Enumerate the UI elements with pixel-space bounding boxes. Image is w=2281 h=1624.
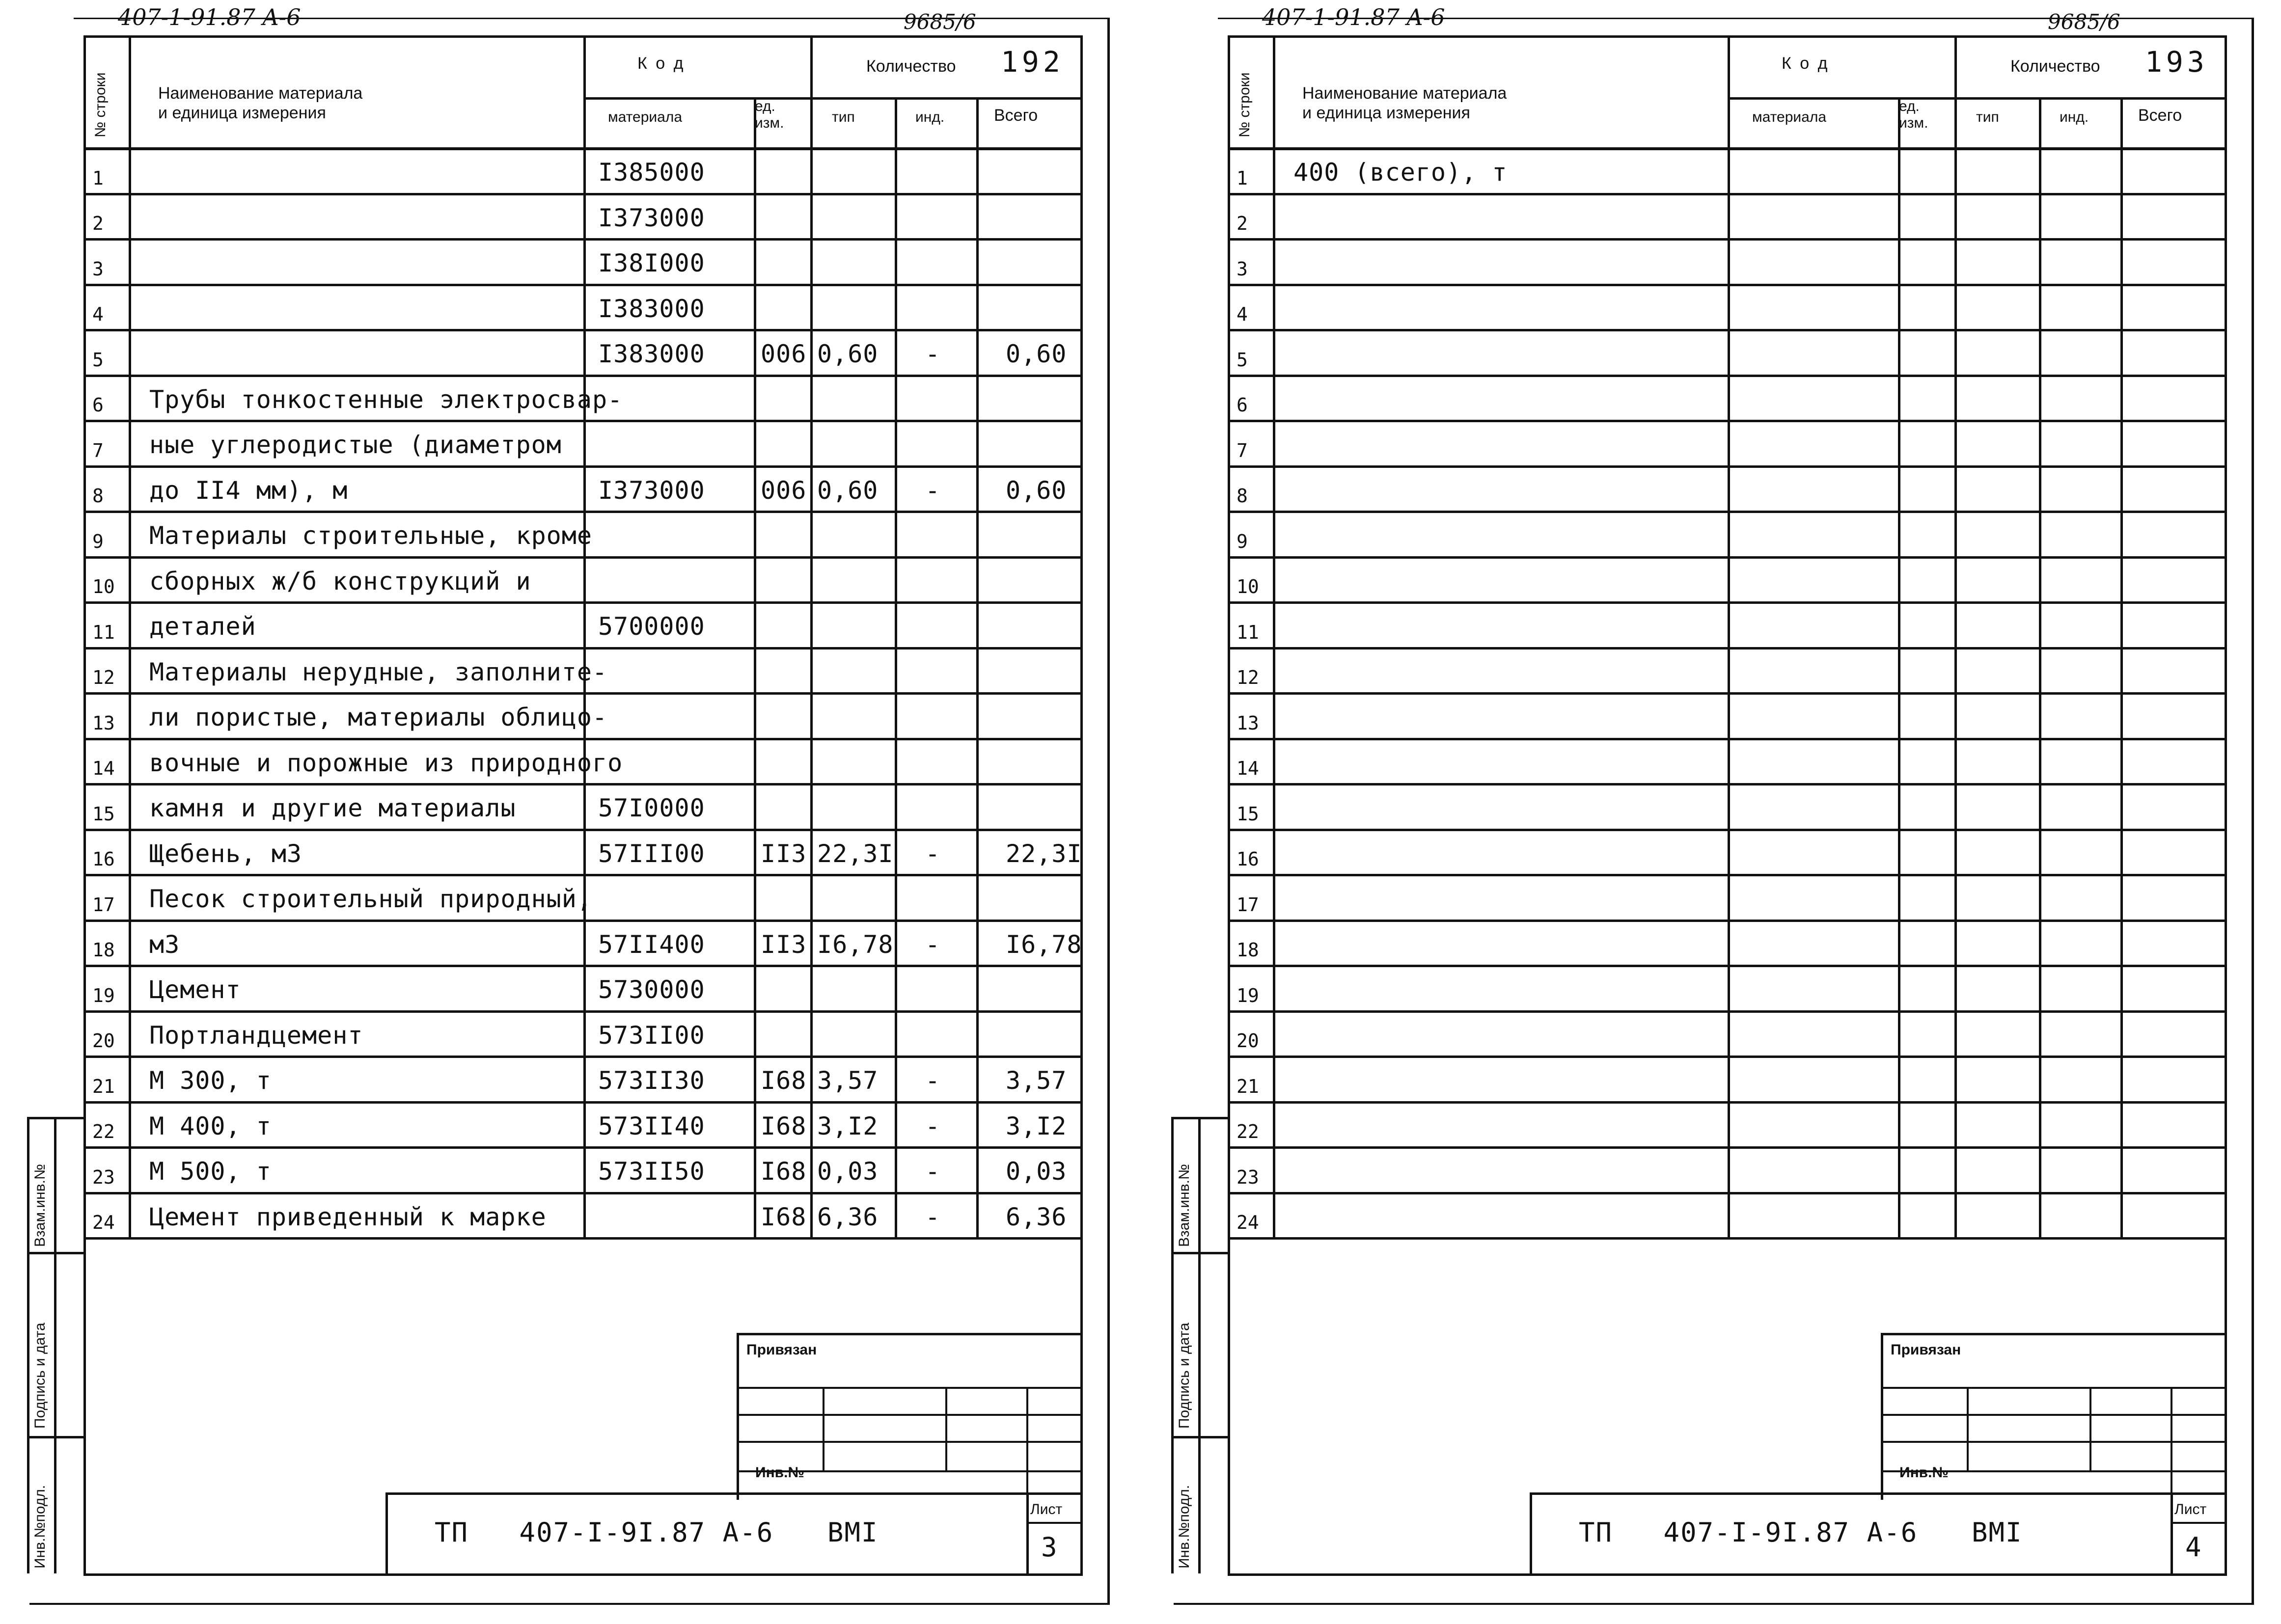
row-material-name: М 300, т bbox=[149, 1066, 272, 1095]
row-material-name: камня и другие материалы bbox=[149, 794, 516, 822]
table-row-rule bbox=[1228, 329, 2225, 331]
row-material-name: Щебень, м3 bbox=[149, 839, 302, 868]
stamp-rule bbox=[1881, 1414, 2225, 1416]
sheet-label: Лист bbox=[2174, 1501, 2207, 1517]
row-material-name: Трубы тонкостенные электросвар- bbox=[149, 385, 623, 414]
row-number: 22 bbox=[92, 1121, 115, 1142]
sheet-box-rule bbox=[1026, 1522, 1080, 1524]
row-material-code: 573II40 bbox=[598, 1112, 705, 1140]
row-number: 24 bbox=[92, 1212, 115, 1233]
table-row-rule bbox=[1228, 511, 2225, 513]
row-number: 3 bbox=[1237, 258, 1248, 280]
header-ind-label: инд. bbox=[2060, 109, 2089, 125]
table-row-rule bbox=[83, 1146, 1080, 1149]
col-divider-unit bbox=[754, 97, 756, 1237]
row-number: 23 bbox=[92, 1166, 115, 1188]
stamp-rule bbox=[1881, 1441, 2225, 1443]
row-ind-quantity: - bbox=[925, 1203, 941, 1231]
row-number: 15 bbox=[92, 803, 115, 825]
row-number: 21 bbox=[92, 1076, 115, 1097]
document-code-handwritten: 407-1-91.87 A-6 bbox=[118, 4, 301, 30]
row-unit-code: I68 bbox=[761, 1112, 807, 1140]
row-number: 12 bbox=[92, 667, 115, 688]
row-number: 6 bbox=[92, 394, 104, 416]
frame-bottom bbox=[1228, 1573, 2227, 1576]
row-number: 14 bbox=[1237, 758, 1259, 779]
row-number: 17 bbox=[92, 894, 115, 916]
row-unit-code: 006 bbox=[761, 340, 807, 368]
table-row-rule bbox=[1228, 238, 2225, 241]
row-total-quantity: I6,78 bbox=[1006, 930, 1082, 959]
header-type-label: тип bbox=[832, 109, 855, 125]
row-number: 9 bbox=[1237, 531, 1248, 552]
table-row-rule bbox=[83, 1101, 1080, 1104]
sheet-edge-right bbox=[1107, 18, 1110, 1603]
row-number: 18 bbox=[1237, 939, 1259, 961]
row-material-name: деталей bbox=[149, 612, 256, 641]
row-material-code: 5730000 bbox=[598, 975, 705, 1004]
left-sheet bbox=[0, 0, 1129, 1624]
stamp-left bbox=[1881, 1333, 1883, 1500]
header-material-code-label: материала bbox=[1752, 109, 1827, 125]
table-row-rule bbox=[1228, 920, 2225, 922]
table-row-rule bbox=[83, 284, 1080, 286]
table-row-rule bbox=[1228, 647, 2225, 650]
row-material-code: I38I000 bbox=[598, 249, 705, 277]
page-number: 192 bbox=[1001, 45, 1064, 79]
row-material-code: 5700000 bbox=[598, 612, 705, 641]
stamp-col bbox=[945, 1387, 947, 1470]
header-code-label: К о д bbox=[637, 54, 686, 73]
row-number: 2 bbox=[1237, 213, 1248, 234]
row-material-code: I385000 bbox=[598, 158, 705, 187]
row-unit-code: I68 bbox=[761, 1203, 807, 1231]
table-row-rule bbox=[83, 738, 1080, 740]
table-row-rule bbox=[1228, 1237, 2225, 1240]
table-row-rule bbox=[83, 238, 1080, 241]
sheet-label: Лист bbox=[1030, 1501, 1063, 1517]
archive-number-handwritten: 9685/6 bbox=[904, 10, 976, 34]
title-block-left bbox=[385, 1492, 388, 1573]
row-number: 7 bbox=[92, 440, 104, 461]
side-original-inventory-label: Инв.№подл. bbox=[32, 1485, 48, 1569]
side-strip-divider bbox=[1171, 1436, 1228, 1438]
sheet-number: 3 bbox=[1041, 1532, 1058, 1563]
row-number: 22 bbox=[1237, 1121, 1259, 1142]
table-row-rule bbox=[1228, 783, 2225, 785]
table-row-rule bbox=[83, 329, 1080, 331]
table-row-rule bbox=[1228, 556, 2225, 559]
table-row-rule bbox=[1228, 375, 2225, 377]
table-row-rule bbox=[1228, 1192, 2225, 1194]
row-number: 12 bbox=[1237, 667, 1259, 688]
row-number: 2 bbox=[92, 213, 104, 234]
row-number: 10 bbox=[92, 576, 115, 597]
row-number: 13 bbox=[1237, 712, 1259, 734]
row-unit-code: 006 bbox=[761, 476, 807, 505]
side-strip-left bbox=[27, 1117, 29, 1573]
side-strip-divider bbox=[1171, 1252, 1228, 1254]
row-material-name: Цемент bbox=[149, 975, 241, 1004]
row-material-name: вочные и порожные из природного bbox=[149, 749, 623, 777]
stamp-col bbox=[823, 1387, 824, 1470]
row-type-quantity: 0,60 bbox=[817, 340, 879, 368]
row-material-code: I373000 bbox=[598, 204, 705, 232]
header-material-code-label: материала bbox=[608, 109, 683, 125]
document-designation: ТП 407-I-9I.87 А-6 bbox=[1579, 1517, 1918, 1548]
table-row-rule bbox=[1228, 965, 2225, 967]
header-row-number-label: № строки bbox=[92, 72, 109, 137]
header-ind-label: инд. bbox=[915, 109, 945, 125]
col-divider-ind bbox=[895, 97, 897, 1237]
row-total-quantity: 0,03 bbox=[1006, 1157, 1067, 1186]
col-divider-total bbox=[976, 97, 979, 1237]
header-mid-rule bbox=[1728, 97, 2225, 100]
row-type-quantity: 3,I2 bbox=[817, 1112, 879, 1140]
header-type-label: тип bbox=[1976, 109, 1999, 125]
table-row-rule bbox=[83, 920, 1080, 922]
row-type-quantity: 22,3I bbox=[817, 839, 894, 868]
document-designation: ТП 407-I-9I.87 А-6 bbox=[435, 1517, 774, 1548]
col-divider-ind bbox=[2039, 97, 2041, 1237]
table-row-rule bbox=[83, 783, 1080, 785]
row-material-name: сборных ж/б конструкций и bbox=[149, 567, 531, 595]
row-number: 10 bbox=[1237, 576, 1259, 597]
row-number: 14 bbox=[92, 758, 115, 779]
row-number: 18 bbox=[92, 939, 115, 961]
row-number: 24 bbox=[1237, 1212, 1259, 1233]
row-number: 11 bbox=[92, 622, 115, 643]
row-material-code: I383000 bbox=[598, 295, 705, 323]
row-material-code: 57I0000 bbox=[598, 794, 705, 822]
table-row-rule bbox=[83, 1010, 1080, 1013]
table-row-rule bbox=[83, 647, 1080, 650]
row-material-name: ли пористые, материалы облицо- bbox=[149, 703, 608, 731]
stamp-col bbox=[1026, 1387, 1028, 1500]
table-row-rule bbox=[1228, 874, 2225, 876]
table-row-rule bbox=[1228, 601, 2225, 604]
row-unit-code: I68 bbox=[761, 1157, 807, 1186]
stamp-col bbox=[2171, 1387, 2172, 1500]
side-strip-mid bbox=[1198, 1117, 1201, 1573]
table-row-rule bbox=[83, 1056, 1080, 1058]
frame-right bbox=[1080, 35, 1083, 1573]
table-row-rule bbox=[1228, 1146, 2225, 1149]
row-material-name: Цемент приведенный к марке bbox=[149, 1203, 547, 1231]
row-number: 17 bbox=[1237, 894, 1259, 916]
table-row-rule bbox=[1228, 193, 2225, 195]
side-strip-divider bbox=[27, 1252, 83, 1254]
col-divider-unit bbox=[1898, 97, 1900, 1237]
table-row-rule bbox=[83, 511, 1080, 513]
row-total-quantity: 0,60 bbox=[1006, 476, 1067, 505]
stamp-inventory-label: Инв.№ bbox=[1899, 1464, 1949, 1481]
col-divider-total bbox=[2120, 97, 2123, 1237]
row-material-code: 573II30 bbox=[598, 1066, 705, 1095]
row-unit-code: I68 bbox=[761, 1066, 807, 1095]
table-row-rule bbox=[83, 1192, 1080, 1194]
table-row-rule bbox=[83, 874, 1080, 876]
header-quantity-label: Количество bbox=[2010, 57, 2100, 76]
table-row-rule bbox=[1228, 1010, 2225, 1013]
side-replacement-inventory-label: Взам.инв.№ bbox=[1176, 1164, 1192, 1247]
row-type-quantity: 0,03 bbox=[817, 1157, 879, 1186]
table-row-rule bbox=[1228, 738, 2225, 740]
row-material-code: 573II50 bbox=[598, 1157, 705, 1186]
table-row-rule bbox=[83, 420, 1080, 422]
row-ind-quantity: - bbox=[925, 340, 941, 368]
header-name-label: Наименование материала и единица измерения bbox=[158, 84, 363, 122]
row-number: 23 bbox=[1237, 1166, 1259, 1188]
table-row-rule bbox=[1228, 1056, 2225, 1058]
row-unit-code: II3 bbox=[761, 930, 807, 959]
row-material-name: М 400, т bbox=[149, 1112, 272, 1140]
row-number: 5 bbox=[1237, 349, 1248, 371]
table-row-rule bbox=[83, 829, 1080, 831]
side-strip-left bbox=[1171, 1117, 1174, 1573]
header-mid-rule bbox=[583, 97, 1080, 100]
header-bottom-rule bbox=[83, 147, 1080, 150]
row-material-code: I373000 bbox=[598, 476, 705, 505]
table-row-rule bbox=[83, 465, 1080, 468]
document-code-handwritten: 407-1-91.87 A-6 bbox=[1262, 4, 1445, 30]
row-number: 8 bbox=[92, 485, 104, 507]
row-number: 9 bbox=[92, 531, 104, 552]
table-row-rule bbox=[1228, 829, 2225, 831]
row-number: 3 bbox=[92, 258, 104, 280]
row-material-code: I383000 bbox=[598, 340, 705, 368]
row-number: 13 bbox=[92, 712, 115, 734]
row-type-quantity: 3,57 bbox=[817, 1066, 879, 1095]
side-strip-top bbox=[1171, 1117, 1228, 1119]
table-row-rule bbox=[83, 375, 1080, 377]
row-number: 7 bbox=[1237, 440, 1248, 461]
row-ind-quantity: - bbox=[925, 930, 941, 959]
header-total-label: Всего bbox=[2138, 106, 2182, 125]
sheet-edge-bottom bbox=[29, 1603, 1110, 1605]
header-row-number-label: № строки bbox=[1237, 72, 1253, 137]
row-number: 15 bbox=[1237, 803, 1259, 825]
table-row-rule bbox=[83, 556, 1080, 559]
row-number: 4 bbox=[92, 303, 104, 325]
stamp-rule bbox=[737, 1414, 1080, 1416]
row-type-quantity: 6,36 bbox=[817, 1203, 879, 1231]
side-original-inventory-label: Инв.№подл. bbox=[1176, 1485, 1192, 1569]
table-row-rule bbox=[1228, 465, 2225, 468]
page-number: 193 bbox=[2145, 45, 2208, 79]
archive-number-handwritten: 9685/6 bbox=[2048, 10, 2120, 34]
row-number: 4 bbox=[1237, 303, 1248, 325]
sheet-box-rule bbox=[2171, 1522, 2225, 1524]
row-material-name: до II4 мм), м bbox=[149, 476, 348, 505]
row-material-name: м3 bbox=[149, 930, 180, 959]
frame-top bbox=[83, 35, 1080, 38]
stamp-left bbox=[737, 1333, 739, 1500]
table-row-rule bbox=[83, 692, 1080, 695]
frame-right bbox=[2225, 35, 2227, 1573]
row-ind-quantity: - bbox=[925, 1157, 941, 1186]
stamp-rule bbox=[737, 1441, 1080, 1443]
right-sheet bbox=[1144, 0, 2274, 1624]
side-signature-date-label: Подпись и дата bbox=[1176, 1323, 1192, 1429]
side-strip-top bbox=[27, 1117, 83, 1119]
row-material-name: М 500, т bbox=[149, 1157, 272, 1186]
frame-top bbox=[1228, 35, 2225, 38]
header-total-label: Всего bbox=[994, 106, 1038, 125]
row-material-name: ные углеродистые (диаметром bbox=[149, 431, 562, 459]
row-material-name: Материалы нерудные, заполните- bbox=[149, 658, 608, 686]
row-number: 11 bbox=[1237, 622, 1259, 643]
header-name-label: Наименование материала и единица измерения bbox=[1302, 84, 1507, 122]
title-block-top bbox=[385, 1492, 1080, 1495]
row-ind-quantity: - bbox=[925, 1066, 941, 1095]
row-total-quantity: 3,57 bbox=[1006, 1066, 1067, 1095]
stamp-col bbox=[2089, 1387, 2091, 1470]
row-total-quantity: 3,I2 bbox=[1006, 1112, 1067, 1140]
row-number: 19 bbox=[1237, 985, 1259, 1006]
header-quantity-label: Количество bbox=[866, 57, 956, 76]
header-code-label: К о д bbox=[1782, 54, 1830, 73]
frame-left bbox=[1228, 35, 1230, 1573]
row-number: 1 bbox=[92, 167, 104, 189]
row-type-quantity: 0,60 bbox=[817, 476, 879, 505]
table-row-rule bbox=[83, 965, 1080, 967]
header-unit-label: ед. изм. bbox=[755, 98, 784, 131]
stamp-col bbox=[1967, 1387, 1969, 1470]
side-strip-mid bbox=[54, 1117, 56, 1573]
row-number: 1 bbox=[1237, 167, 1248, 189]
side-strip-divider bbox=[27, 1436, 83, 1438]
frame-left bbox=[83, 35, 86, 1573]
row-material-name: 400 (всего), т bbox=[1293, 158, 1508, 187]
row-total-quantity: 22,3I bbox=[1006, 839, 1082, 868]
row-material-code: 573II00 bbox=[598, 1021, 705, 1050]
table-row-rule bbox=[83, 1237, 1080, 1240]
row-ind-quantity: - bbox=[925, 1112, 941, 1140]
title-block-top bbox=[1530, 1492, 2225, 1495]
table-row-rule bbox=[1228, 284, 2225, 286]
row-total-quantity: 6,36 bbox=[1006, 1203, 1067, 1231]
row-number: 5 bbox=[92, 349, 104, 371]
document-mark: ВМI bbox=[1972, 1517, 2023, 1548]
frame-bottom bbox=[83, 1573, 1083, 1576]
row-total-quantity: 0,60 bbox=[1006, 340, 1067, 368]
stamp-inventory-label: Инв.№ bbox=[755, 1464, 804, 1481]
table-row-rule bbox=[1228, 692, 2225, 695]
stamp-top bbox=[737, 1333, 1080, 1335]
document-mark: ВМI bbox=[827, 1517, 879, 1548]
sheet-box-left bbox=[1026, 1492, 1029, 1573]
title-block-left bbox=[1530, 1492, 1532, 1573]
side-signature-date-label: Подпись и дата bbox=[32, 1323, 48, 1429]
stamp-top bbox=[1881, 1333, 2225, 1335]
sheet-number: 4 bbox=[2185, 1532, 2202, 1563]
table-row-rule bbox=[83, 193, 1080, 195]
sheet-edge-right bbox=[2252, 18, 2254, 1603]
stamp-bound-label: Привязан bbox=[746, 1342, 817, 1358]
row-number: 16 bbox=[1237, 848, 1259, 870]
table-row-rule bbox=[1228, 1101, 2225, 1104]
stamp-bound-label: Привязан bbox=[1891, 1342, 1961, 1358]
row-material-name: Песок строительный природный, bbox=[149, 885, 592, 913]
table-row-rule bbox=[83, 601, 1080, 604]
side-replacement-inventory-label: Взам.инв.№ bbox=[32, 1164, 48, 1247]
row-material-name: Портландцемент bbox=[149, 1021, 363, 1050]
sheet-box-left bbox=[2171, 1492, 2173, 1573]
stamp-rule bbox=[1881, 1387, 2225, 1389]
row-ind-quantity: - bbox=[925, 839, 941, 868]
row-number: 19 bbox=[92, 985, 115, 1006]
row-number: 8 bbox=[1237, 485, 1248, 507]
row-number: 20 bbox=[92, 1030, 115, 1052]
row-material-name: Материалы строительные, кроме bbox=[149, 521, 592, 550]
row-material-code: 57II400 bbox=[598, 930, 705, 959]
row-number: 16 bbox=[92, 848, 115, 870]
row-number: 21 bbox=[1237, 1076, 1259, 1097]
row-material-code: 57III00 bbox=[598, 839, 705, 868]
row-number: 6 bbox=[1237, 394, 1248, 416]
stamp-rule bbox=[737, 1387, 1080, 1389]
row-ind-quantity: - bbox=[925, 476, 941, 505]
row-type-quantity: I6,78 bbox=[817, 930, 894, 959]
header-bottom-rule bbox=[1228, 147, 2225, 150]
table-row-rule bbox=[1228, 420, 2225, 422]
header-unit-label: ед. изм. bbox=[1899, 98, 1928, 131]
row-unit-code: II3 bbox=[761, 839, 807, 868]
row-number: 20 bbox=[1237, 1030, 1259, 1052]
sheet-edge-bottom bbox=[1174, 1603, 2254, 1605]
